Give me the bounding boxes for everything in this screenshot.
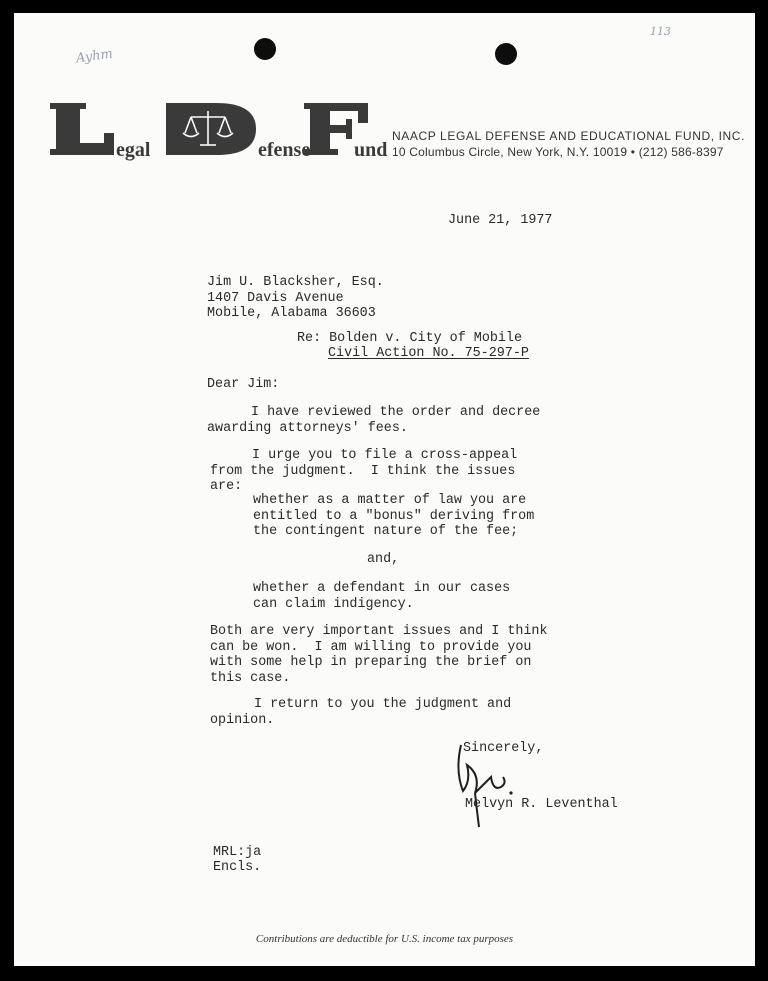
handwritten-signature	[451, 741, 521, 831]
footer-note: Contributions are deductible for U.S. income tax purposes	[255, 933, 514, 945]
letter-page	[14, 13, 755, 966]
civil-action-line: Civil Action No. 75-297-P	[328, 346, 529, 361]
paragraph-3: Both are very important issues and I think can be won. I am willing to provide you with some help in preparing the brief on this case.	[210, 624, 548, 686]
paragraph-1: I have reviewed the order and decree awarding attorneys' fees.	[207, 405, 541, 436]
page-number-annotation: 113	[650, 25, 671, 38]
org-address: 10 Columbus Circle, New York, N.Y. 10019 • (212) 586-8397	[392, 145, 724, 159]
punch-hole	[254, 38, 276, 60]
ldf-logo	[48, 99, 388, 161]
salutation: Dear Jim:	[207, 377, 280, 392]
punch-hole	[495, 43, 517, 65]
pencil-annotation: Ayhm	[75, 46, 114, 67]
and-line: and,	[367, 552, 400, 567]
initials: MRL:ja	[213, 845, 262, 860]
re-line: Re: Bolden v. City of Mobile	[297, 331, 522, 346]
logo-word-und: und	[354, 139, 388, 161]
paragraph-2: I urge you to file a cross-appeal from the judgment. I think the issues are:	[210, 448, 518, 494]
enclosures: Encls.	[213, 860, 262, 875]
signer-name: Melvyn R. Leventhal	[465, 797, 618, 812]
letter-date: June 21, 1977	[448, 213, 553, 228]
issue-2: whether a defendant in our cases can claim indigency.	[253, 581, 511, 612]
org-info	[392, 128, 745, 160]
logo-word-efense: efense	[258, 139, 311, 161]
logo-word-egal: egal	[116, 139, 151, 161]
org-name: NAACP LEGAL DEFENSE AND EDUCATIONAL FUND, INC.	[392, 129, 745, 143]
issue-1: whether as a matter of law you are entitled to a "bonus" deriving from the contingent nature of the fee;	[253, 493, 535, 539]
paragraph-4: I return to you the judgment and opinion.	[210, 697, 512, 728]
closing: Sincerely,	[463, 741, 544, 756]
recipient-address: Jim U. Blacksher, Esq. 1407 Davis Avenue Mobile, Alabama 36603	[207, 275, 384, 321]
